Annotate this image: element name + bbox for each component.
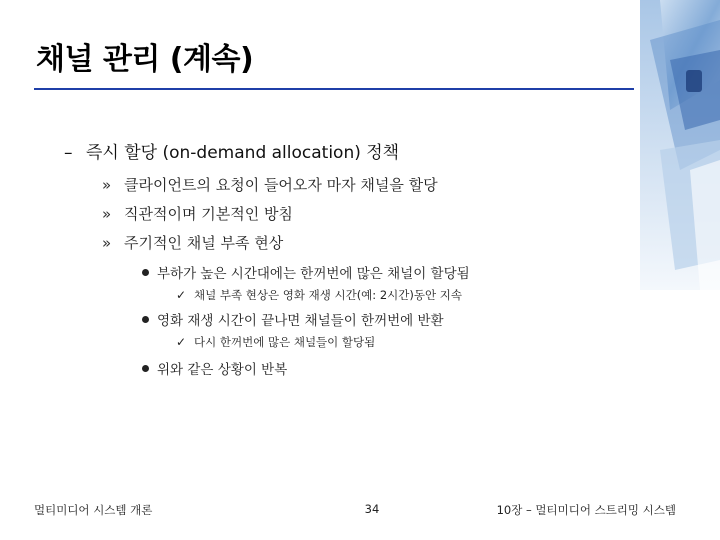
check-mark-icon: ✓ xyxy=(176,335,187,349)
bullet-text: 클라이언트의 요청이 들어오자 마자 채널을 할당 xyxy=(124,176,438,194)
bullet-level3 xyxy=(142,358,287,378)
chevron-marker-icon: » xyxy=(102,234,112,252)
slide-title: 채널 관리 (계속) xyxy=(36,42,254,77)
bullet-text: 즉시 할당 (on-demand allocation) 정책 xyxy=(86,143,400,163)
title-underline xyxy=(34,88,634,90)
bullet-dot-icon xyxy=(142,269,149,276)
bullet-level2 xyxy=(102,174,438,195)
bullet-level4 xyxy=(176,287,462,303)
footer-chapter-title: 10장 – 멀티미디어 스트리밍 시스템 xyxy=(496,503,676,517)
bullet-text: 영화 재생 시간이 끝나면 채널들이 한꺼번에 반환 xyxy=(157,313,444,329)
bullet-level2 xyxy=(102,232,283,253)
bullet-text: 직관적이며 기본적인 방침 xyxy=(124,205,293,223)
bullet-level1 xyxy=(64,138,399,163)
bullet-text: 다시 한꺼번에 많은 채널들이 할당됨 xyxy=(194,335,376,349)
bullet-text: 주기적인 채널 부족 현상 xyxy=(124,234,284,252)
bullet-level3 xyxy=(142,309,444,329)
bullet-level3 xyxy=(142,262,470,282)
check-mark-icon: ✓ xyxy=(176,288,187,302)
footer-page-number: 34 xyxy=(364,502,380,516)
bullet-dot-icon xyxy=(142,316,149,323)
bullet-text: 채널 부족 현상은 영화 재생 시간(예: 2시간)동안 지속 xyxy=(194,288,462,302)
bullet-level2 xyxy=(102,203,293,224)
chevron-marker-icon: » xyxy=(102,176,112,194)
corner-decoration-icon xyxy=(640,0,720,290)
bullet-text: 위와 같은 상황이 반복 xyxy=(157,362,288,378)
footer-course-name: 멀티미디어 시스템 개론 xyxy=(34,503,153,517)
chevron-marker-icon: » xyxy=(102,205,112,223)
bullet-text: 부하가 높은 시간대에는 한꺼번에 많은 채널이 할당됨 xyxy=(157,266,470,282)
bullet-level4 xyxy=(176,334,375,350)
dash-marker: – xyxy=(64,143,73,163)
bullet-dot-icon xyxy=(142,365,149,372)
